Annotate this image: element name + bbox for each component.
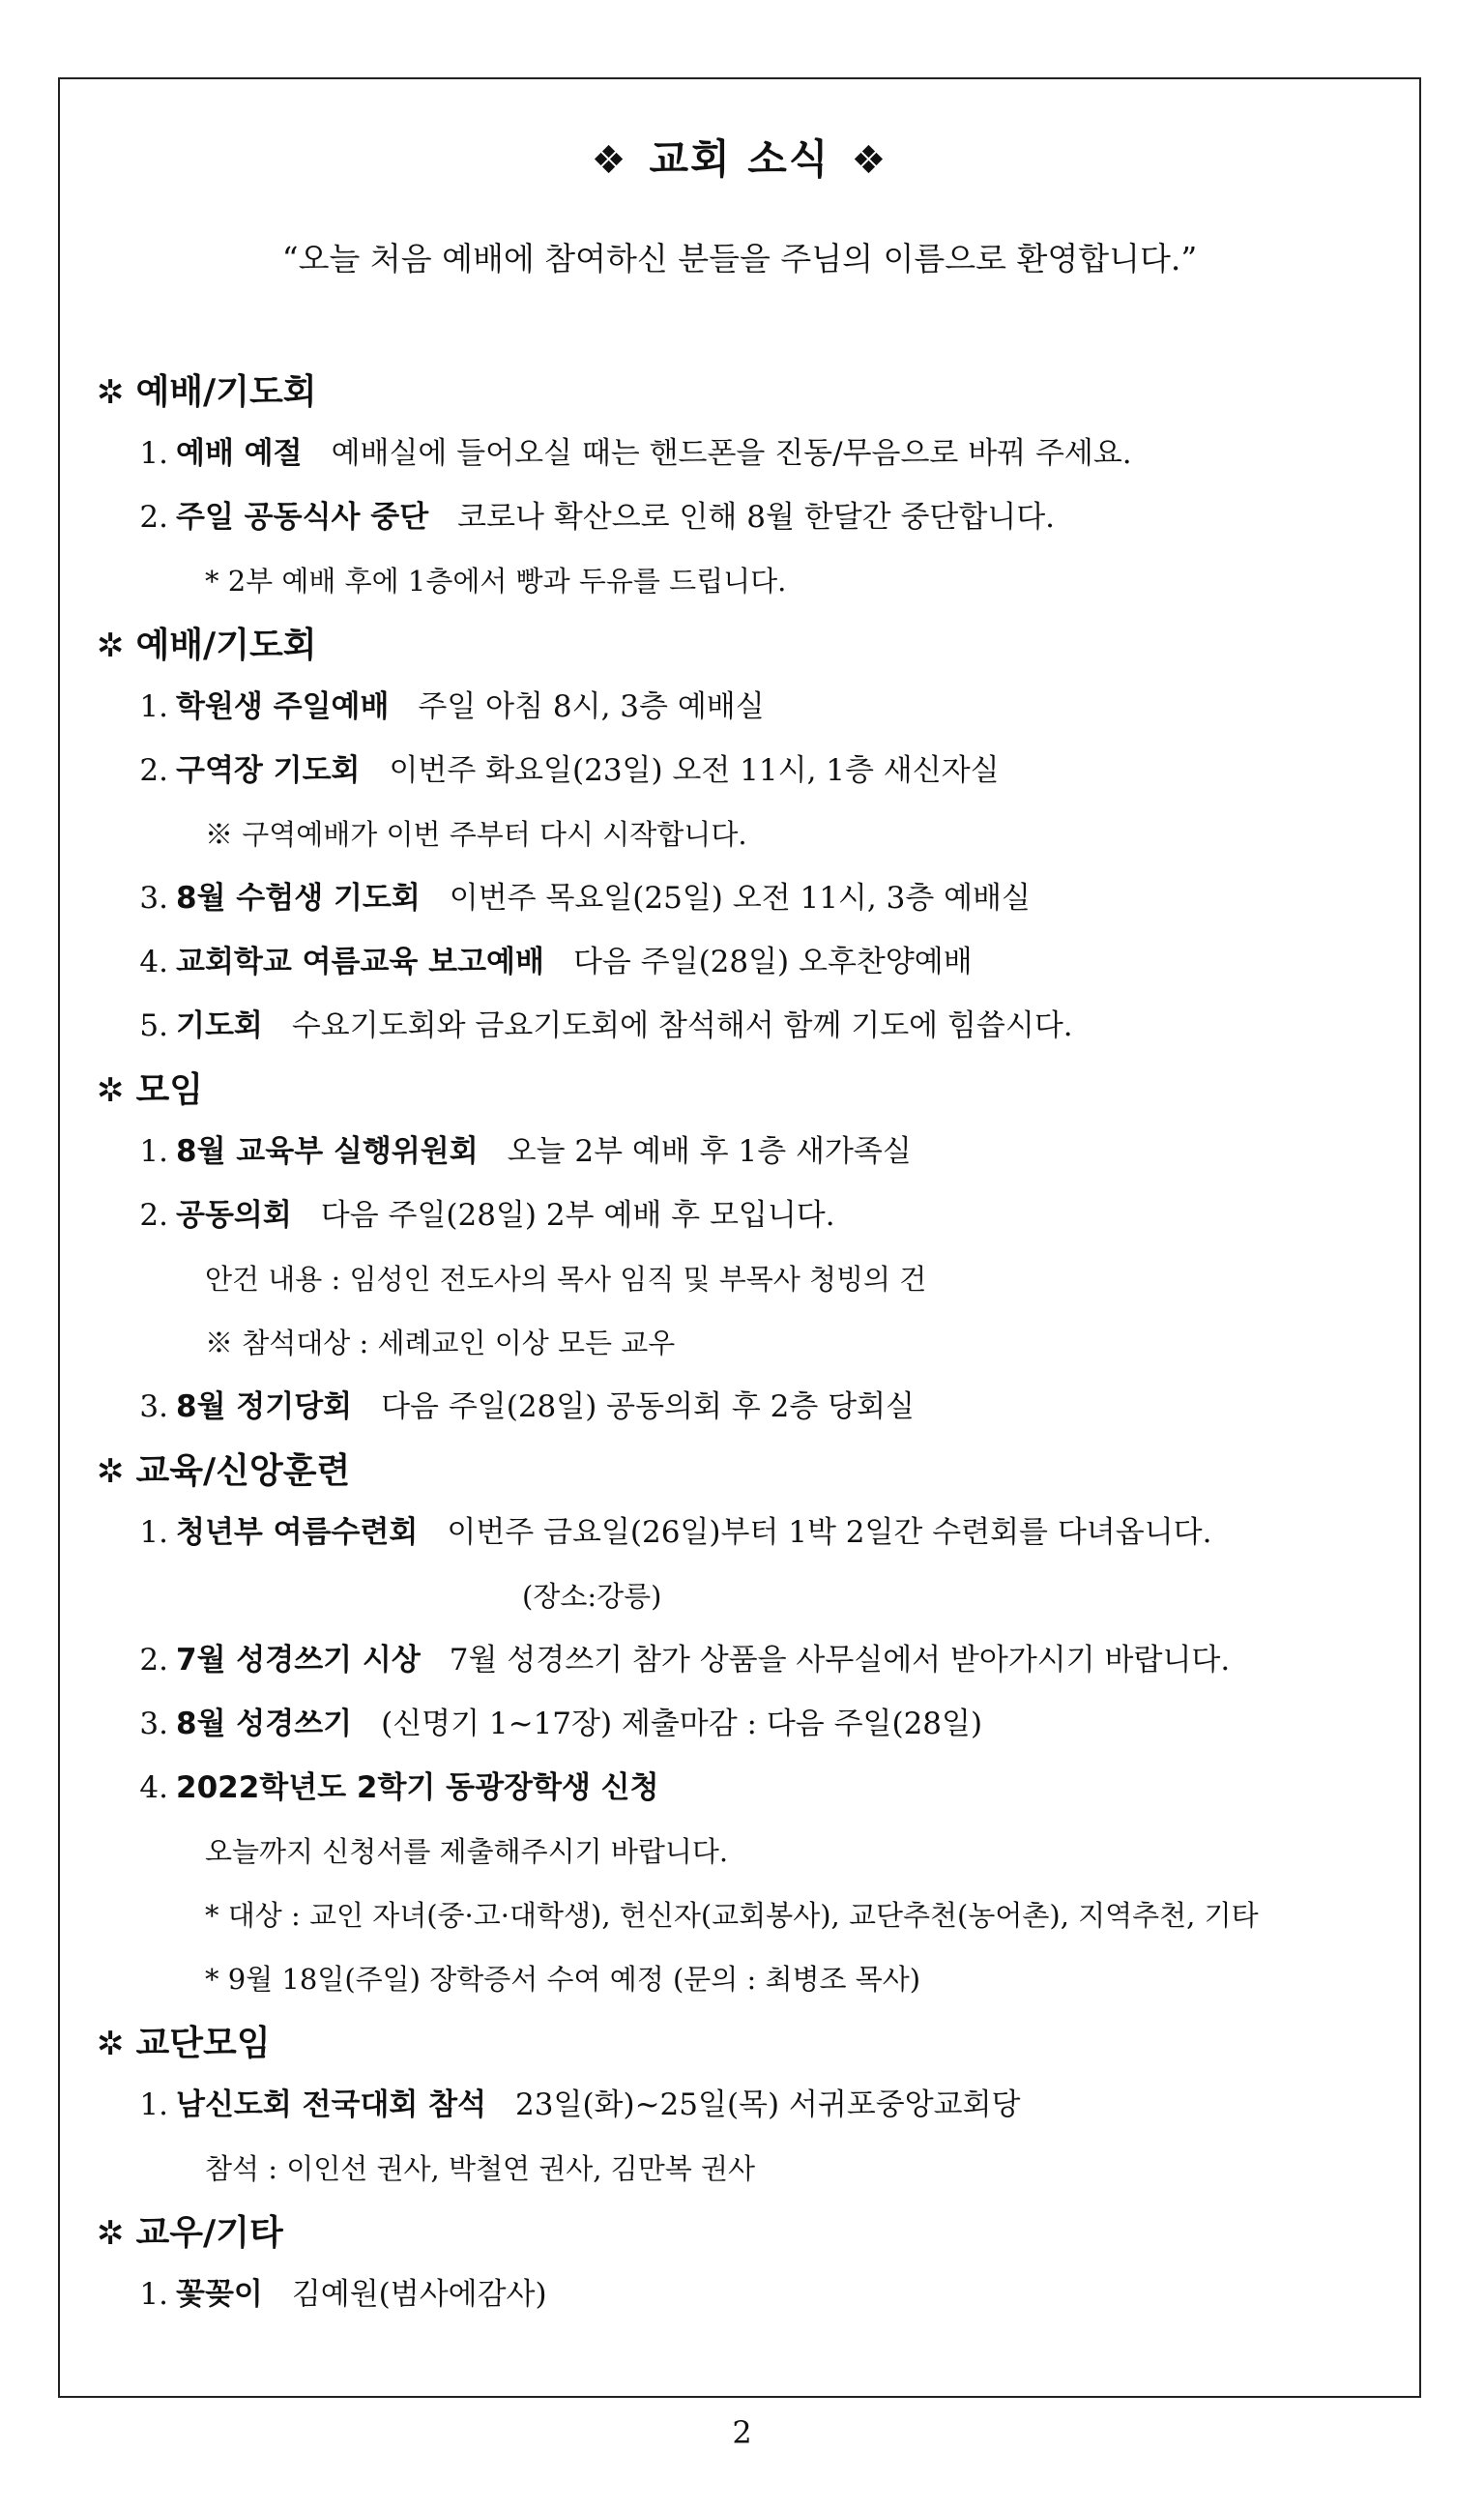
flower-bullet-icon: ✲ xyxy=(97,373,125,412)
section-heading xyxy=(97,364,1400,422)
flower-bullet-icon: ✲ xyxy=(97,627,125,665)
item-number: 1. xyxy=(139,2087,168,2122)
item-detail: 다음 주일(28일) 2부 예배 후 모입니다. xyxy=(320,1198,835,1233)
section-heading xyxy=(97,1443,1400,1501)
item-title: 기도회 xyxy=(176,1008,263,1043)
item-title: 7월 성경쓰기 시상 xyxy=(176,1643,421,1678)
item-number: 1. xyxy=(139,689,168,724)
item-number: 3. xyxy=(139,1707,168,1741)
item-detail: 다음 주일(28일) 오후찬양예배 xyxy=(572,945,973,979)
section-heading xyxy=(97,2015,1400,2073)
item-note: 오늘까지 신청서를 제출해주시기 바랍니다. xyxy=(205,1835,729,1868)
list-item xyxy=(97,930,1400,994)
item-number: 1. xyxy=(139,1515,168,1550)
item-number: 1. xyxy=(139,436,168,471)
item-detail: 예배실에 들어오실 때는 핸드폰을 진동/무음으로 바꿔 주세요. xyxy=(331,436,1132,471)
item-detail: 23일(화)~25일(목) 서귀포중앙교회당 xyxy=(515,2087,1021,2122)
item-detail: 7월 성경쓰기 참가 상품을 사무실에서 받아가시기 바랍니다. xyxy=(449,1643,1231,1678)
list-item xyxy=(97,675,1400,739)
flower-bullet-icon: ✲ xyxy=(97,2214,125,2253)
list-item xyxy=(97,1183,1400,1247)
list-item xyxy=(97,1692,1400,1756)
item-number: 2. xyxy=(139,1643,168,1678)
section-heading xyxy=(97,617,1400,675)
item-note: * 2부 예배 후에 1층에서 빵과 두유를 드립니다. xyxy=(205,565,787,598)
item-number: 5. xyxy=(139,1008,168,1043)
item-detail: 주일 아침 8시, 3층 예배실 xyxy=(418,689,765,724)
welcome-message: “오늘 처음 예배에 참여하신 분들을 주님의 이름으로 환영합니다.” xyxy=(281,240,1198,277)
item-title: 8월 수험생 기도회 xyxy=(176,881,421,916)
item-title: 예배 예절 xyxy=(176,436,303,471)
diamond-ornament-icon: ❖ xyxy=(851,138,888,183)
item-title: 공동의회 xyxy=(176,1198,292,1233)
section-heading xyxy=(97,2204,1400,2262)
item-detail: (신명기 1~17장) 제출마감 : 다음 주일(28일) xyxy=(381,1707,983,1741)
item-note: * 대상 : 교인 자녀(중·고·대학생), 헌신자(교회봉사), 교단추천(농어촌), 지역추천, 기타 xyxy=(205,1899,1259,1932)
item-detail: 이번주 화요일(23일) 오전 11시, 1층 새신자실 xyxy=(389,753,1000,788)
item-title: 꽃꽂이 xyxy=(176,2277,263,2312)
page-number: 2 xyxy=(732,2414,752,2451)
section-heading-text: 교육/신앙훈련 xyxy=(135,1451,351,1491)
section-heading xyxy=(97,1062,1400,1120)
list-item xyxy=(97,1375,1400,1439)
item-note: 안건 내용 : 임성인 전도사의 목사 임직 및 부목사 청빙의 건 xyxy=(205,1263,927,1296)
item-title: 남신도회 전국대회 참석 xyxy=(176,2087,487,2122)
list-item xyxy=(97,866,1400,930)
item-detail: 김예원(범사에감사) xyxy=(291,2277,547,2312)
list-item xyxy=(97,1120,1400,1183)
item-title: 8월 교육부 실행위원회 xyxy=(176,1134,479,1169)
item-number: 1. xyxy=(139,2277,168,2312)
item-number: 3. xyxy=(139,1389,168,1424)
flower-bullet-icon: ✲ xyxy=(97,2025,125,2063)
item-detail: 오늘 2부 예배 후 1층 새가족실 xyxy=(507,1134,912,1169)
item-number: 3. xyxy=(139,881,168,916)
list-item xyxy=(97,422,1400,485)
list-item xyxy=(97,1756,1400,1820)
item-number: 2. xyxy=(139,500,168,535)
section-heading-text: 모임 xyxy=(135,1070,204,1110)
item-title: 교회학교 여름교육 보고예배 xyxy=(176,945,544,979)
news-content xyxy=(97,360,1400,2326)
item-title: 학원생 주일예배 xyxy=(176,689,390,724)
item-number: 4. xyxy=(139,945,168,979)
item-note: 참석 : 이인선 권사, 박철연 권사, 김만복 권사 xyxy=(205,2152,755,2185)
item-title: 구역장 기도회 xyxy=(176,753,361,788)
item-detail: 다음 주일(28일) 공동의회 후 2층 당회실 xyxy=(381,1389,915,1424)
item-number: 4. xyxy=(139,1770,168,1805)
section-heading-text: 교단모임 xyxy=(135,2024,271,2063)
item-detail: 수요기도회와 금요기도회에 참석해서 함께 기도에 힘씁시다. xyxy=(291,1008,1073,1043)
item-title: 주일 공동식사 중단 xyxy=(176,500,429,535)
flower-bullet-icon: ✲ xyxy=(97,1452,125,1491)
section-heading-text: 예배/기도회 xyxy=(135,626,317,665)
item-title: 8월 성경쓰기 xyxy=(176,1707,353,1741)
list-item xyxy=(97,485,1400,549)
list-item xyxy=(97,2262,1400,2326)
diamond-ornament-icon: ❖ xyxy=(591,138,628,183)
item-number: 1. xyxy=(139,1134,168,1169)
list-item xyxy=(97,994,1400,1058)
item-note: ※ 구역예배가 이번 주부터 다시 시작합니다. xyxy=(205,818,747,851)
item-number: 2. xyxy=(139,1198,168,1233)
title-text: 교회 소식 xyxy=(649,135,830,183)
item-title: 2022학년도 2학기 동광장학생 신청 xyxy=(176,1770,659,1805)
item-title: 8월 정기당회 xyxy=(176,1389,353,1424)
section-heading-text: 교우/기타 xyxy=(135,2213,283,2253)
item-number: 2. xyxy=(139,753,168,788)
item-note: * 9월 18일(주일) 장학증서 수여 예정 (문의 : 최병조 목사) xyxy=(205,1963,921,1996)
section-heading-text: 예배/기도회 xyxy=(135,372,317,412)
flower-bullet-icon: ✲ xyxy=(97,1071,125,1110)
item-detail: 코로나 확산으로 인해 8월 한달간 중단합니다. xyxy=(457,500,1056,535)
page-title xyxy=(60,128,1419,186)
item-note: (장소:강릉) xyxy=(522,1580,662,1613)
bulletin-frame xyxy=(58,77,1421,2398)
list-item xyxy=(97,739,1400,803)
list-item xyxy=(97,1501,1400,1564)
item-title: 청년부 여름수련회 xyxy=(176,1515,419,1550)
item-detail: 이번주 금요일(26일)부터 1박 2일간 수련회를 다녀옵니다. xyxy=(447,1515,1212,1550)
list-item xyxy=(97,1628,1400,1692)
item-note: ※ 참석대상 : 세례교인 이상 모든 교우 xyxy=(205,1327,676,1359)
item-detail: 이번주 목요일(25일) 오전 11시, 3층 예배실 xyxy=(449,881,1031,916)
list-item xyxy=(97,2073,1400,2137)
